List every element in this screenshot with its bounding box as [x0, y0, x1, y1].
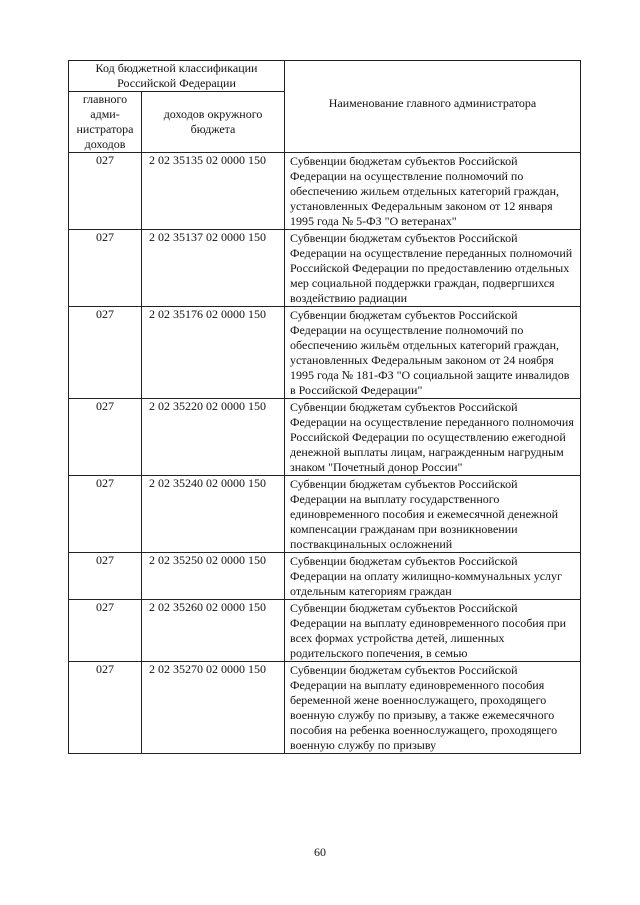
- admin-name-cell: Субвенции бюджетам субъектов Российской Федерации на выплату единовременного пособия беременной жене военнослужащего, проходящего военную службу по призыву, а также ежемесячного пособия на ребенка военнослужащего, проходящего военную службу по призыву: [285, 662, 581, 754]
- budget-code-cell: 2 02 35260 02 0000 150: [142, 600, 285, 662]
- admin-name-cell: Субвенции бюджетам субъектов Российской Федерации на оплату жилищно-коммунальных услуг отдельным категориям граждан: [285, 553, 581, 600]
- admin-code-cell: 027: [69, 399, 142, 476]
- admin-code-header: главного адми-нистратора доходов: [69, 92, 142, 153]
- admin-name-cell: Субвенции бюджетам субъектов Российской Федерации на осуществление переданного полномочия Российской Федерации по осуществлению ежегодной денежной выплаты лицам, награжденным нагрудным знаком "Почетный донор России": [285, 399, 581, 476]
- classification-header: Код бюджетной классификации Российской Федерации: [69, 61, 285, 92]
- admin-name-cell: Субвенции бюджетам субъектов Российской Федерации на осуществление полномочий по обеспечению жильем отдельных категорий граждан, установленных Федеральным законом от 12 января 1995 года № 5-ФЗ "О ветеранах": [285, 153, 581, 230]
- table-row: [69, 553, 581, 600]
- budget-classification-table: [68, 60, 581, 754]
- header-row-top: [69, 61, 581, 92]
- admin-code-cell: 027: [69, 307, 142, 399]
- admin-name-header: Наименование главного администратора: [285, 61, 581, 153]
- admin-code-cell: 027: [69, 662, 142, 754]
- table-row: [69, 662, 581, 754]
- budget-code-cell: 2 02 35270 02 0000 150: [142, 662, 285, 754]
- page-number: 60: [314, 845, 326, 859]
- budget-code-cell: 2 02 35240 02 0000 150: [142, 476, 285, 553]
- table-row: [69, 230, 581, 307]
- budget-code-cell: 2 02 35135 02 0000 150: [142, 153, 285, 230]
- table-row: [69, 476, 581, 553]
- table-row: [69, 600, 581, 662]
- admin-code-cell: 027: [69, 153, 142, 230]
- admin-name-cell: Субвенции бюджетам субъектов Российской Федерации на осуществление переданных полномочий Российской Федерации по предоставлению отдельных мер социальной поддержки граждан, подвергшихся воздействию радиации: [285, 230, 581, 307]
- admin-name-cell: Субвенции бюджетам субъектов Российской Федерации на выплату единовременного пособия при всех формах устройства детей, лишенных родительского попечения, в семью: [285, 600, 581, 662]
- admin-name-cell: Субвенции бюджетам субъектов Российской Федерации на осуществление полномочий по обеспечению жильём отдельных категорий граждан, установленных Федеральным законом от 24 ноября 1995 года № 181-ФЗ "О социальной защите инвалидов в Российской Федерации": [285, 307, 581, 399]
- admin-name-cell: Субвенции бюджетам субъектов Российской Федерации на выплату государственного единовременного пособия и ежемесячной денежной компенсации гражданам при возникновении поствакцинальных осложнений: [285, 476, 581, 553]
- table-row: [69, 153, 581, 230]
- budget-code-cell: 2 02 35137 02 0000 150: [142, 230, 285, 307]
- budget-code-cell: 2 02 35250 02 0000 150: [142, 553, 285, 600]
- admin-code-cell: 027: [69, 600, 142, 662]
- admin-code-cell: 027: [69, 476, 142, 553]
- admin-code-cell: 027: [69, 553, 142, 600]
- budget-code-cell: 2 02 35176 02 0000 150: [142, 307, 285, 399]
- table-row: [69, 399, 581, 476]
- budget-code-cell: 2 02 35220 02 0000 150: [142, 399, 285, 476]
- admin-code-cell: 027: [69, 230, 142, 307]
- table-row: [69, 307, 581, 399]
- income-code-header: доходов окружного бюджета: [142, 92, 285, 153]
